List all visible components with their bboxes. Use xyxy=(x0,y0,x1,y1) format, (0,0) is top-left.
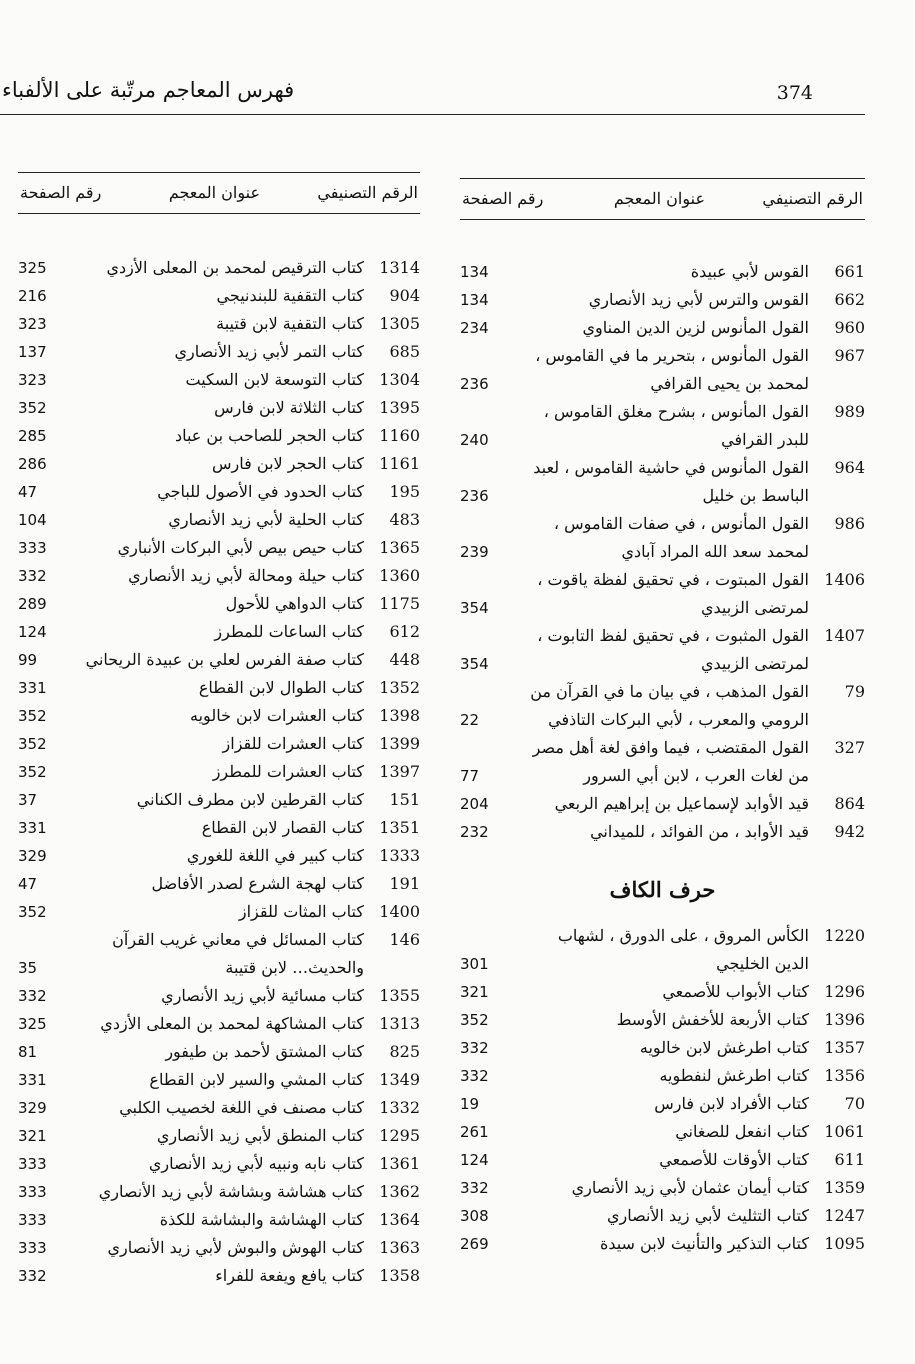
page-ref: 236 xyxy=(460,487,489,505)
class-number: 612 xyxy=(389,622,420,641)
entry-title: كتاب الحلية لأبي زيد الأنصاري xyxy=(168,510,364,529)
index-entry xyxy=(460,1034,865,1062)
class-number: 1296 xyxy=(824,982,865,1001)
index-entry xyxy=(18,814,420,842)
index-entry xyxy=(460,454,865,510)
entry-title: كتاب التذكير والتأنيث لابن سيدة xyxy=(599,1234,809,1253)
class-number: 1398 xyxy=(379,706,420,725)
index-entry xyxy=(460,398,865,454)
entry-title: كتاب القصار لابن القطاع xyxy=(201,818,364,837)
entry-title: كتاب المشاكهة لمحمد بن المعلى الأزدي xyxy=(100,1014,364,1033)
class-number: 986 xyxy=(834,514,865,533)
class-number: 1313 xyxy=(379,1014,420,1033)
page-ref: 236 xyxy=(460,375,489,393)
page-ref: 204 xyxy=(460,795,489,813)
entry-title: كتاب الهوش والبوش لأبي زيد الأنصاري xyxy=(107,1238,364,1257)
page-ref: 240 xyxy=(460,431,489,449)
header-title: عنوان المعجم xyxy=(168,183,260,202)
index-entry xyxy=(460,1174,865,1202)
entry-title: كتاب المسائل في معاني غريب القرآن والحديث… لابن قتيبة xyxy=(112,930,364,977)
class-number: 1295 xyxy=(379,1126,420,1145)
page-ref: 331 xyxy=(18,679,47,697)
page-ref: 352 xyxy=(18,707,47,725)
page-ref: 239 xyxy=(460,543,489,561)
class-number: 1095 xyxy=(824,1234,865,1253)
index-entry xyxy=(460,978,865,1006)
class-number: 685 xyxy=(389,342,420,361)
page-ref: 333 xyxy=(18,1211,47,1229)
class-number: 1361 xyxy=(379,1154,420,1173)
entry-title: القوس والترس لأبي زيد الأنصاري xyxy=(588,290,809,309)
class-number: 1365 xyxy=(379,538,420,557)
entry-title: كتاب هشاشة وبشاشة لأبي زيد الأنصاري xyxy=(98,1182,364,1201)
entry-title: كتاب مصنف في اللغة لخصيب الكلبي xyxy=(119,1098,364,1117)
index-entry xyxy=(18,758,420,786)
page-ref: 35 xyxy=(18,959,38,977)
entry-title: كتاب مسائية لأبي زيد الأنصاري xyxy=(161,986,364,1005)
index-entry xyxy=(18,1206,420,1234)
class-number: 1247 xyxy=(824,1206,865,1225)
class-number: 483 xyxy=(389,510,420,529)
class-number: 1356 xyxy=(824,1066,865,1085)
entry-title: كتاب القرطين لابن مطرف الكناني xyxy=(136,790,364,809)
index-entry xyxy=(18,534,420,562)
class-number: 1358 xyxy=(379,1266,420,1285)
index-entry xyxy=(460,1062,865,1090)
page-ref: 352 xyxy=(18,763,47,781)
header-class-number: الرقم التصنيفي xyxy=(317,183,418,202)
entry-title: كتاب الأربعة للأخفش الأوسط xyxy=(616,1010,809,1029)
class-number: 1161 xyxy=(379,454,420,473)
index-entry xyxy=(18,590,420,618)
entry-title: الكأس المروق ، على الدورق ، لشهاب الدين الخليجي xyxy=(557,926,809,973)
entry-title: كتاب يافع ويفعة للفراء xyxy=(215,1266,364,1285)
entry-title: كتاب الحدود في الأصول للباجي xyxy=(157,482,364,501)
class-number: 1396 xyxy=(824,1010,865,1029)
entry-title: القول المأنوس ، في صفات القاموس ، لمحمد سعد الله المراد آبادي xyxy=(553,514,809,561)
page-ref: 333 xyxy=(18,1183,47,1201)
page-ref: 332 xyxy=(460,1067,489,1085)
page-ref: 323 xyxy=(18,315,47,333)
index-entry xyxy=(18,926,420,982)
class-number: 1363 xyxy=(379,1238,420,1257)
index-entry xyxy=(18,422,420,450)
page-ref: 77 xyxy=(460,767,480,785)
page-ref: 19 xyxy=(460,1095,480,1113)
index-entry xyxy=(18,674,420,702)
index-entry xyxy=(460,1202,865,1230)
index-entry xyxy=(18,730,420,758)
entry-title: القول المقتضب ، فيما وافق لغة أهل مصر من لغات العرب ، لابن أبي السرور xyxy=(532,738,809,785)
page-ref: 134 xyxy=(460,263,489,281)
index-entry xyxy=(18,1038,420,1066)
class-number: 1407 xyxy=(824,626,865,645)
class-number: 1364 xyxy=(379,1210,420,1229)
page-ref: 325 xyxy=(18,259,47,277)
index-entry xyxy=(18,310,420,338)
entry-title: كتاب نابه ونبيه لأبي زيد الأنصاري xyxy=(148,1154,364,1173)
index-entry xyxy=(460,818,865,846)
entry-title: القول المذهب ، في بيان ما في القرآن من الرومي والمعرب ، لأبي البركات التاذفي xyxy=(530,682,809,729)
class-number: 1359 xyxy=(824,1178,865,1197)
index-entry xyxy=(18,1262,420,1290)
index-entry xyxy=(18,618,420,646)
index-entry xyxy=(460,566,865,622)
page-ref: 333 xyxy=(18,539,47,557)
class-number: 1406 xyxy=(824,570,865,589)
page-number: 374 xyxy=(776,82,813,104)
class-number: 1304 xyxy=(379,370,420,389)
page-ref: 234 xyxy=(460,319,489,337)
page-ref: 47 xyxy=(18,483,38,501)
index-entry xyxy=(18,254,420,282)
entry-title: كتاب العشرات للمطرز xyxy=(212,762,364,781)
header-page: رقم الصفحة xyxy=(20,183,102,202)
entry-title: كتاب التقفية لابن قتيبة xyxy=(216,314,364,333)
page-ref: 333 xyxy=(18,1239,47,1257)
entry-title: كتاب الأبواب للأصمعي xyxy=(662,982,809,1001)
class-number: 1399 xyxy=(379,734,420,753)
index-entry xyxy=(18,646,420,674)
entry-title: القول المأنوس ، بشرح مغلق القاموس ، للبدر القرافي xyxy=(543,402,809,449)
class-number: 989 xyxy=(834,402,865,421)
class-number: 825 xyxy=(389,1042,420,1061)
page-ref: 352 xyxy=(18,399,47,417)
entry-title: كتاب الثلاثة لابن فارس xyxy=(214,398,364,417)
index-entry xyxy=(460,1146,865,1174)
index-entry xyxy=(18,506,420,534)
page-ref: 352 xyxy=(18,735,47,753)
page-ref: 261 xyxy=(460,1123,489,1141)
class-number: 195 xyxy=(389,482,420,501)
class-number: 1333 xyxy=(379,846,420,865)
class-number: 1351 xyxy=(379,818,420,837)
page-ref: 301 xyxy=(460,955,489,973)
class-number: 662 xyxy=(834,290,865,309)
index-entry xyxy=(18,1094,420,1122)
class-number: 1352 xyxy=(379,678,420,697)
index-entry xyxy=(460,922,865,978)
entry-title: قيد الأوابد لإسماعيل بن إبراهيم الربعي xyxy=(554,794,809,813)
index-entry xyxy=(18,1010,420,1038)
index-entry xyxy=(18,394,420,422)
entry-title: كتاب اطرغش لابن خالويه xyxy=(639,1038,809,1057)
section-heading: حرف الكاف xyxy=(609,877,716,902)
page-ref: 289 xyxy=(18,595,47,613)
class-number: 1362 xyxy=(379,1182,420,1201)
index-entry xyxy=(460,790,865,818)
index-entry xyxy=(460,1006,865,1034)
entry-list xyxy=(18,254,420,1290)
header-title: عنوان المعجم xyxy=(613,189,705,208)
class-number: 1397 xyxy=(379,762,420,781)
header-class-number: الرقم التصنيفي xyxy=(762,189,863,208)
index-entry xyxy=(460,510,865,566)
index-entry xyxy=(460,258,865,286)
index-entry xyxy=(460,734,865,790)
page-ref: 269 xyxy=(460,1235,489,1253)
index-entry xyxy=(18,982,420,1010)
page-ref: 286 xyxy=(18,455,47,473)
index-entry xyxy=(460,342,865,398)
entry-title: القول المأنوس ، بتحرير ما في القاموس ، لمحمد بن يحيى القرافي xyxy=(535,346,809,393)
entry-title: كتاب العشرات للقزاز xyxy=(222,734,364,753)
class-number: 942 xyxy=(834,822,865,841)
header-page: رقم الصفحة xyxy=(462,189,544,208)
entry-title: كتاب أيمان عثمان لأبي زيد الأنصاري xyxy=(571,1178,809,1197)
entry-title: كتاب اطرغش لنفطويه xyxy=(659,1066,809,1085)
page-ref: 331 xyxy=(18,819,47,837)
page-ref: 354 xyxy=(460,599,489,617)
entry-title: كتاب التقفية للبندنيجي xyxy=(216,286,364,305)
index-entry xyxy=(18,562,420,590)
entry-title: كتاب الحجر للصاحب بن عباد xyxy=(174,426,364,445)
column-header xyxy=(460,178,865,220)
class-number: 1305 xyxy=(379,314,420,333)
class-number: 1332 xyxy=(379,1098,420,1117)
entry-title: كتاب الحجر لابن فارس xyxy=(212,454,364,473)
entry-title: كتاب صفة الفرس لعلي بن عبيدة الريحاني xyxy=(85,650,364,669)
page-ref: 308 xyxy=(460,1207,489,1225)
page-ref: 332 xyxy=(460,1179,489,1197)
class-number: 70 xyxy=(844,1094,865,1113)
page-ref: 332 xyxy=(460,1039,489,1057)
entry-title: كتاب انفعل للصغاني xyxy=(675,1122,809,1141)
entry-title: القوس لأبي عبيدة xyxy=(690,262,809,281)
page-ref: 332 xyxy=(18,567,47,585)
entry-title: القول المأنوس في حاشية القاموس ، لعبد الباسط بن خليل xyxy=(533,458,809,505)
page-ref: 137 xyxy=(18,343,47,361)
class-number: 448 xyxy=(389,650,420,669)
entry-title: كتاب التثليث لأبي زيد الأنصاري xyxy=(606,1206,809,1225)
entry-title: كتاب الترقيص لمحمد بن المعلى الأزدي xyxy=(106,258,364,277)
class-number: 1400 xyxy=(379,902,420,921)
entry-title: كتاب العشرات لابن خالويه xyxy=(190,706,364,725)
entry-title: كتاب الهشاشة والبشاشة للكذة xyxy=(159,1210,364,1229)
class-number: 79 xyxy=(844,682,865,701)
entry-title: كتاب حيلة ومحالة لأبي زيد الأنصاري xyxy=(128,566,364,585)
index-entry xyxy=(18,870,420,898)
index-entry xyxy=(18,702,420,730)
index-entry xyxy=(18,1150,420,1178)
entry-list xyxy=(460,258,865,1258)
page-ref: 321 xyxy=(460,983,489,1001)
page-ref: 232 xyxy=(460,823,489,841)
index-entry xyxy=(18,1178,420,1206)
index-entry xyxy=(460,622,865,678)
class-number: 611 xyxy=(834,1150,865,1169)
page-ref: 332 xyxy=(18,987,47,1005)
index-entry xyxy=(18,450,420,478)
page-ref: 104 xyxy=(18,511,47,529)
index-entry xyxy=(18,786,420,814)
entry-title: القول المثبوت ، في تحقيق لفظ التابوت ، لمرتضى الزبيدي xyxy=(537,626,809,673)
entry-title: كتاب المنطق لأبي زيد الأنصاري xyxy=(156,1126,364,1145)
page-ref: 22 xyxy=(460,711,480,729)
class-number: 191 xyxy=(389,874,420,893)
class-number: 864 xyxy=(834,794,865,813)
index-entry xyxy=(18,338,420,366)
page-ref: 352 xyxy=(460,1011,489,1029)
index-entry xyxy=(18,282,420,310)
index-entry xyxy=(460,1090,865,1118)
class-number: 1357 xyxy=(824,1038,865,1057)
entry-title: قيد الأوابد ، من الفوائد ، للميداني xyxy=(590,822,809,841)
page-ref: 47 xyxy=(18,875,38,893)
page-ref: 81 xyxy=(18,1043,38,1061)
class-number: 960 xyxy=(834,318,865,337)
index-entry xyxy=(18,1122,420,1150)
class-number: 904 xyxy=(389,286,420,305)
index-entry xyxy=(460,1230,865,1258)
entry-title: كتاب الدواهي للأحول xyxy=(225,594,364,613)
entry-title: القول المأنوس لزين الدين المناوي xyxy=(582,318,809,337)
class-number: 967 xyxy=(834,346,865,365)
page-ref: 124 xyxy=(460,1151,489,1169)
entry-title: كتاب الساعات للمطرز xyxy=(214,622,364,641)
class-number: 327 xyxy=(834,738,865,757)
page-ref: 37 xyxy=(18,791,38,809)
page-ref: 321 xyxy=(18,1127,47,1145)
entry-title: كتاب التوسعة لابن السكيت xyxy=(185,370,364,389)
class-number: 1395 xyxy=(379,398,420,417)
entry-title: كتاب حيص بيص لأبي البركات الأنباري xyxy=(117,538,364,557)
page-ref: 332 xyxy=(18,1267,47,1285)
entry-title: كتاب المشي والسير لابن القطاع xyxy=(149,1070,364,1089)
index-entry xyxy=(18,898,420,926)
column-header xyxy=(18,172,420,214)
entry-title: كتاب لهجة الشرع لصدر الأفاضل xyxy=(151,874,364,893)
class-number: 964 xyxy=(834,458,865,477)
page-ref: 323 xyxy=(18,371,47,389)
class-number: 151 xyxy=(389,790,420,809)
index-entry xyxy=(18,366,420,394)
running-title: فهرس المعاجم مرتّبة على الألفباء xyxy=(2,78,295,102)
entry-title: القول المبتوت ، في تحقيق لفظة ياقوت ، لمرتضى الزبيدي xyxy=(537,570,809,617)
class-number: 1175 xyxy=(379,594,420,613)
class-number: 146 xyxy=(389,930,420,949)
index-entry xyxy=(460,314,865,342)
class-number: 1314 xyxy=(379,258,420,277)
class-number: 1160 xyxy=(379,426,420,445)
class-number: 1349 xyxy=(379,1070,420,1089)
entry-title: كتاب كبير في اللغة للغوري xyxy=(186,846,364,865)
index-entry xyxy=(18,478,420,506)
index-entry xyxy=(460,286,865,314)
class-number: 1220 xyxy=(824,926,865,945)
page-ref: 134 xyxy=(460,291,489,309)
class-number: 661 xyxy=(834,262,865,281)
index-entry xyxy=(460,678,865,734)
page-header xyxy=(0,76,865,115)
page-ref: 354 xyxy=(460,655,489,673)
page-ref: 99 xyxy=(18,651,38,669)
index-entry xyxy=(18,842,420,870)
page-ref: 329 xyxy=(18,1099,47,1117)
entry-title: كتاب الأوقات للأصمعي xyxy=(659,1150,809,1169)
index-entry xyxy=(18,1234,420,1262)
page-ref: 124 xyxy=(18,623,47,641)
entry-title: كتاب التمر لأبي زيد الأنصاري xyxy=(174,342,364,361)
entry-title: كتاب الأفراد لابن فارس xyxy=(654,1094,809,1113)
entry-title: كتاب المشتق لأحمد بن طيفور xyxy=(165,1042,364,1061)
page-ref: 285 xyxy=(18,427,47,445)
index-entry xyxy=(18,1066,420,1094)
entry-title: كتاب المثات للقزاز xyxy=(238,902,364,921)
class-number: 1360 xyxy=(379,566,420,585)
class-number: 1355 xyxy=(379,986,420,1005)
page-ref: 331 xyxy=(18,1071,47,1089)
page-ref: 325 xyxy=(18,1015,47,1033)
page-ref: 329 xyxy=(18,847,47,865)
class-number: 1061 xyxy=(824,1122,865,1141)
entry-title: كتاب الطوال لابن القطاع xyxy=(198,678,364,697)
page-ref: 333 xyxy=(18,1155,47,1173)
index-entry xyxy=(460,1118,865,1146)
page-ref: 352 xyxy=(18,903,47,921)
page-ref: 216 xyxy=(18,287,47,305)
